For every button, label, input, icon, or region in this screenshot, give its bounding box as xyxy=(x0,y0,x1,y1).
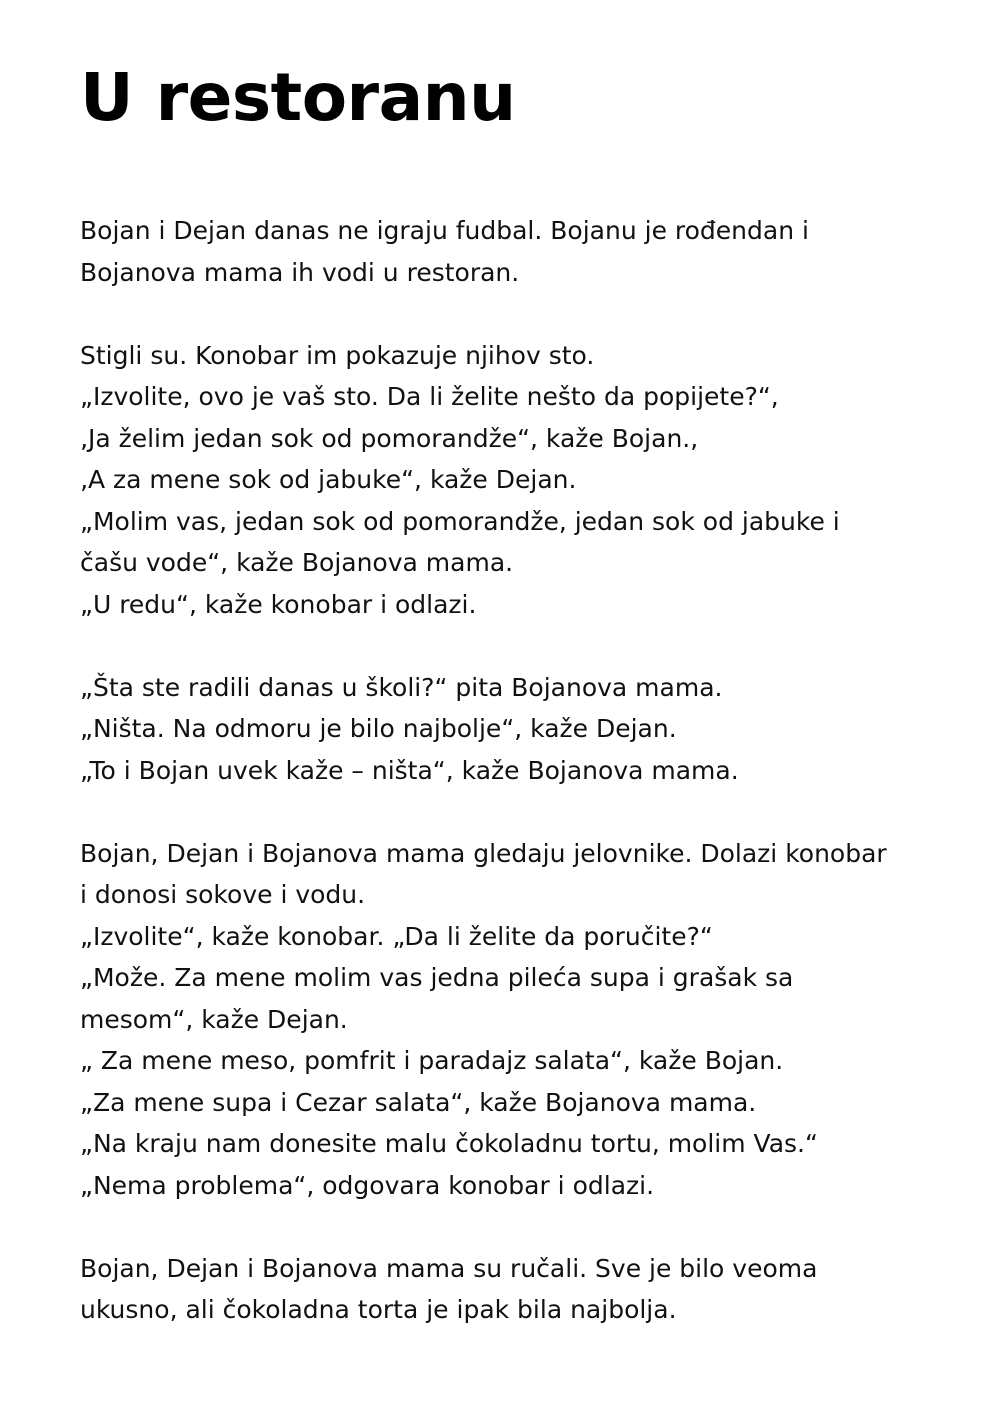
text-line: „Ništa. Na odmoru je bilo najbolje“, kaže Dejan. xyxy=(80,714,677,743)
text-line: i donosi sokove i vodu. xyxy=(80,880,366,909)
text-line: Bojan, Dejan i Bojanova mama gledaju jelovnike. Dolazi konobar xyxy=(80,838,887,868)
text-line: Bojan, Dejan i Bojanova mama su ručali. Sve je bilo veoma xyxy=(80,1253,818,1283)
text-line: Stigli su. Konobar im pokazuje njihov sto. xyxy=(80,340,595,370)
text-line: Bojanova mama ih vodi u restoran. xyxy=(80,257,520,287)
text-line: „Izvolite, ovo je vaš sto. Da li želite nešto da popijete?“, xyxy=(80,382,779,411)
text-line: „Izvolite“, kaže konobar. „Da li želite da poručite?“ xyxy=(80,921,713,951)
text-line: „ Za mene meso, pomfrit i paradajz salata“, kaže Bojan. xyxy=(80,1046,784,1075)
text-line: ukusno, ali čokoladna torta je ipak bila najbolja. xyxy=(80,1295,677,1324)
paragraph-arrival xyxy=(80,335,930,626)
story-text xyxy=(80,210,930,1372)
paragraph-intro xyxy=(80,210,930,293)
text-line: „Molim vas, jedan sok od pomorandže, jedan sok od jabuke i xyxy=(80,506,840,536)
text-line: „Nema problema“, odgovara konobar i odlazi. xyxy=(80,1170,655,1200)
paragraph-ordering xyxy=(80,833,930,1207)
text-line: „Može. Za mene molim vas jedna pileća supa i grašak sa xyxy=(80,963,794,992)
text-line: Bojan i Dejan danas ne igraju fudbal. Bojanu je rođendan i xyxy=(80,216,809,245)
page-title: U restoranu xyxy=(80,59,516,136)
text-line: „Šta ste radili danas u školi?“ pita Bojanova mama. xyxy=(80,672,723,702)
paragraph-school xyxy=(80,667,930,792)
text-line: „U redu“, kaže konobar i odlazi. xyxy=(80,589,477,619)
paragraph-ending xyxy=(80,1248,930,1331)
text-line: ‚Ja želim jedan sok od pomorandže“, kaže Bojan., xyxy=(80,423,699,453)
text-line: „Za mene supa i Cezar salata“, kaže Bojanova mama. xyxy=(80,1087,757,1117)
text-line: „To i Bojan uvek kaže – ništa“, kaže Bojanova mama. xyxy=(80,755,739,785)
text-line: mesom“, kaže Dejan. xyxy=(80,1004,348,1034)
text-line: „Na kraju nam donesite malu čokoladnu tortu, molim Vas.“ xyxy=(80,1129,818,1158)
text-line: čašu vode“, kaže Bojanova mama. xyxy=(80,548,514,577)
text-line: ‚A za mene sok od jabuke“, kaže Dejan. xyxy=(80,465,577,494)
